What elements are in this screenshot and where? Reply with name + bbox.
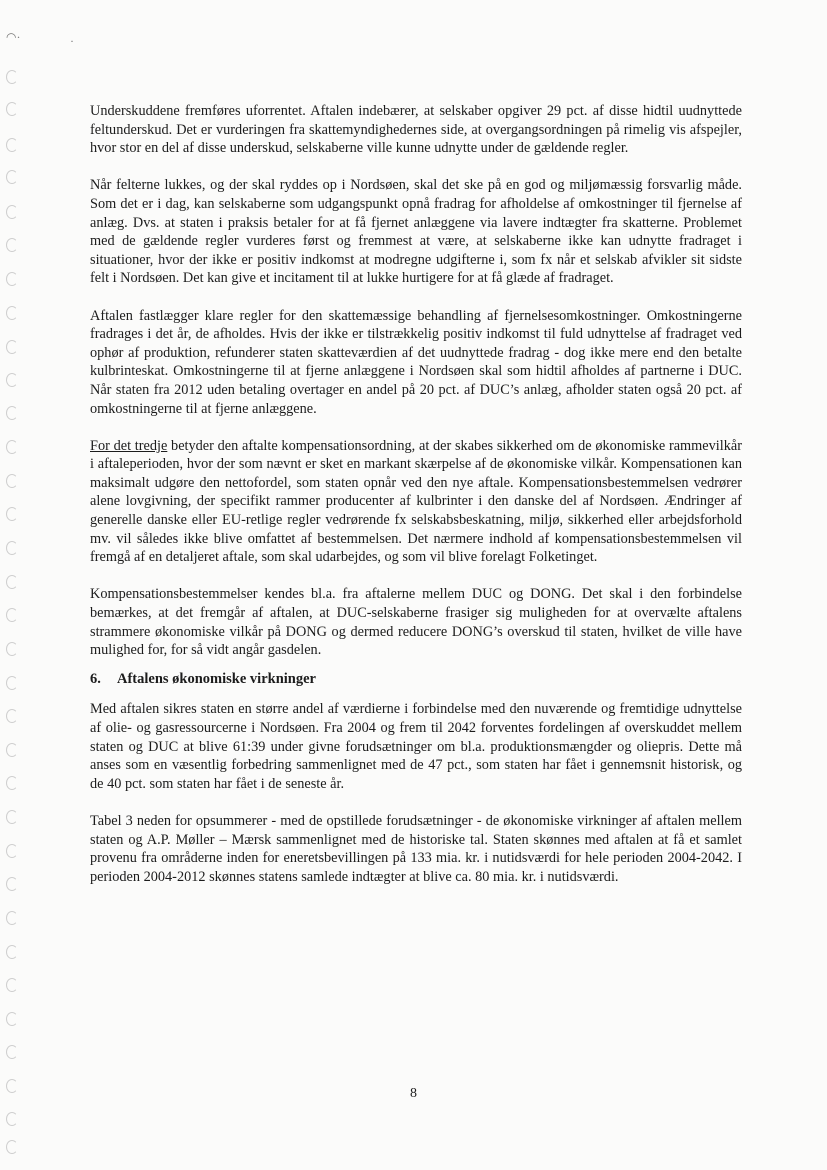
punch-hole-icon xyxy=(6,440,18,454)
punch-hole-icon xyxy=(6,205,18,219)
punch-hole-icon xyxy=(6,1140,18,1154)
body-text xyxy=(90,102,742,905)
paragraph-fordeling: Med aftalen sikres staten en større andel af værdierne i forbindelse med den nuværende og fremtidige udnyttelse af olie- og gasressourcerne i Nordsøen. Fra 2004 og frem til 2042 forventes fordelingen af overskuddet mellem staten og DUC at blive 61:39 under givne forudsætninger om bl.a. produktionsmængder og oliepris. Dette må anses som en væsentlig forbedring sammenlignet med de 47 pct., som staten har fået i gennemsnit historisk, og de 40 pct. som staten har fået i de seneste år. xyxy=(90,701,742,792)
paragraph-body: betyder den aftalte kompensationsordning, at der skabes sikkerhed om de økonomiske rammevilkår i aftaleperioden, hvor der som nævnt er sket en markant skærpelse af de økonomiske vilkår. Kompensationen kan maksimalt udgøre den nettofordel, som staten opnår ved den nye aftale. Kompensationsbestemmelsen vedrører alene lovgivning, der specifikt rammer producenter af kulbrinter i den danske del af Nordsøen. Ændringer af generelle danske eller EU-retlige regler vedrørende fx selskabsbeskatning, miljø, sikkerhed eller arbejdsforhold mv. vil således ikke blive omfattet af bestemmelsen. Det nærmere indhold af kompensationsbestemmelsen vil fremgå af en detaljeret aftale, som skal udarbejdes, og som vil blive forelagt Folketinget. xyxy=(90,437,742,566)
punch-hole-icon xyxy=(6,138,18,152)
punch-hole-icon xyxy=(6,70,18,84)
paragraph-underskud: Underskuddene fremføres uforrentet. Aftalen indebærer, at selskaber opgiver 29 pct. af disse hidtil uudnyttede feltunderskud. Det er vurderingen fra skattemyndighedernes side, at overgangsordningen på rimelig vis afspejler, hvor stor en del af disse underskud, selskaberne ville kunne udnytte under de gældende regler. xyxy=(90,103,742,157)
punch-hole-icon xyxy=(6,272,18,286)
punch-hole-icon xyxy=(6,1012,18,1026)
scan-mark: ◠· xyxy=(6,30,21,44)
punch-hole-icon xyxy=(6,911,18,925)
punch-hole-icon xyxy=(6,1045,18,1059)
section-number: 6. xyxy=(90,670,101,687)
scan-mark: · xyxy=(70,34,74,48)
punch-hole-icon xyxy=(6,170,18,184)
punch-hole-icon xyxy=(6,541,18,555)
page-number: 8 xyxy=(410,1086,417,1101)
punch-hole-icon xyxy=(6,709,18,723)
punch-hole-icon xyxy=(6,676,18,690)
paragraph-regler: Aftalen fastlægger klare regler for den skattemæssige behandling af fjernelsesomkostninger. Omkostningerne fradrages i det år, de afholdes. Hvis der ikke er tilstrækkelig positiv indkomst til fuld udnyttelse af fradraget ved ophør af produktion, refunderer staten skatteværdien af det uudnyttede fradrag - dog ikke mere end den betalte kulbrinteskat. Omkostningerne til at fjerne anlæggene i Nordsøen skal som hidtil afholdes af partnerne i DUC. Når staten fra 2012 uden betaling overtager en andel på 20 pct. af DUC’s anlæg, afholder staten også 20 pct. af omkostningerne til at fjerne anlæggene. xyxy=(90,307,742,417)
punch-hole-icon xyxy=(6,238,18,252)
punch-hole-icon xyxy=(6,373,18,387)
paragraph-fjernelse: Når felterne lukkes, og der skal ryddes op i Nordsøen, skal det ske på en god og miljømæssig forsvarlig måde. Som det er i dag, kan selskaberne som udgangspunkt opnå fradrag for afholdelse af omkostninger til fjernelse af anlæg. Dvs. at staten i praksis betaler for at få fjernet anlæggene via lavere indtægter fra skatterne. Problemet med de gældende regler vurderes først og fremmest at være, at selskaberne ikke kan udnytte fradraget i situationer, hvor der ikke er positiv indkomst at modregne udgifterne i, som fx når et selskab afvikler sit sidste felt i Nordsøen. Det kan give et incitament til at lukke hurtigere for at få glæde af fradraget. xyxy=(90,177,742,287)
punch-hole-icon xyxy=(6,575,18,589)
punch-hole-icon xyxy=(6,877,18,891)
section-title: Aftalens økonomiske virkninger xyxy=(117,670,316,687)
punch-hole-icon xyxy=(6,507,18,521)
punch-hole-icon xyxy=(6,776,18,790)
punch-hole-icon xyxy=(6,642,18,656)
punch-hole-icon xyxy=(6,978,18,992)
punch-hole-icon xyxy=(6,306,18,320)
punch-hole-icon xyxy=(6,406,18,420)
paragraph-dong: Kompensationsbestemmelser kendes bl.a. fra aftalerne mellem DUC og DONG. Det skal i den forbindelse bemærkes, at det fremgår af aftalen, at DUC-selskaberne frasiger sig muligheden for at overvælte aftalens strammere økonomiske vilkår på DONG og dermed reducere DONG’s overskud til staten, hvilket de ville have mulighed for, for så vidt angår gasdelen. xyxy=(90,586,742,659)
punch-hole-icon xyxy=(6,945,18,959)
punch-hole-icon xyxy=(6,608,18,622)
paragraph-kompensation xyxy=(90,437,742,567)
punch-hole-icon xyxy=(6,844,18,858)
section-heading xyxy=(90,670,742,689)
punch-hole-icon xyxy=(6,1112,18,1126)
punch-hole-icon xyxy=(6,743,18,757)
punch-hole-icon xyxy=(6,340,18,354)
punch-hole-icon xyxy=(6,474,18,488)
punch-hole-icon xyxy=(6,102,18,116)
paragraph-lead: For det tredje xyxy=(90,437,168,454)
punch-hole-icon xyxy=(6,810,18,824)
paragraph-tabel: Tabel 3 neden for opsummerer - med de opstillede forudsætninger - de økonomiske virkninger af aftalen mellem staten og A.P. Møller – Mærsk sammenlignet med de historiske tal. Staten skønnes med aftalen at få et samlet provenu fra områderne inden for eneretsbevillingen på 133 mia. kr. i nutidsværdi for hele perioden 2004-2042. I perioden 2004-2012 skønnes statens samlede indtægter at blive ca. 80 mia. kr. i nutidsværdi. xyxy=(90,812,742,885)
